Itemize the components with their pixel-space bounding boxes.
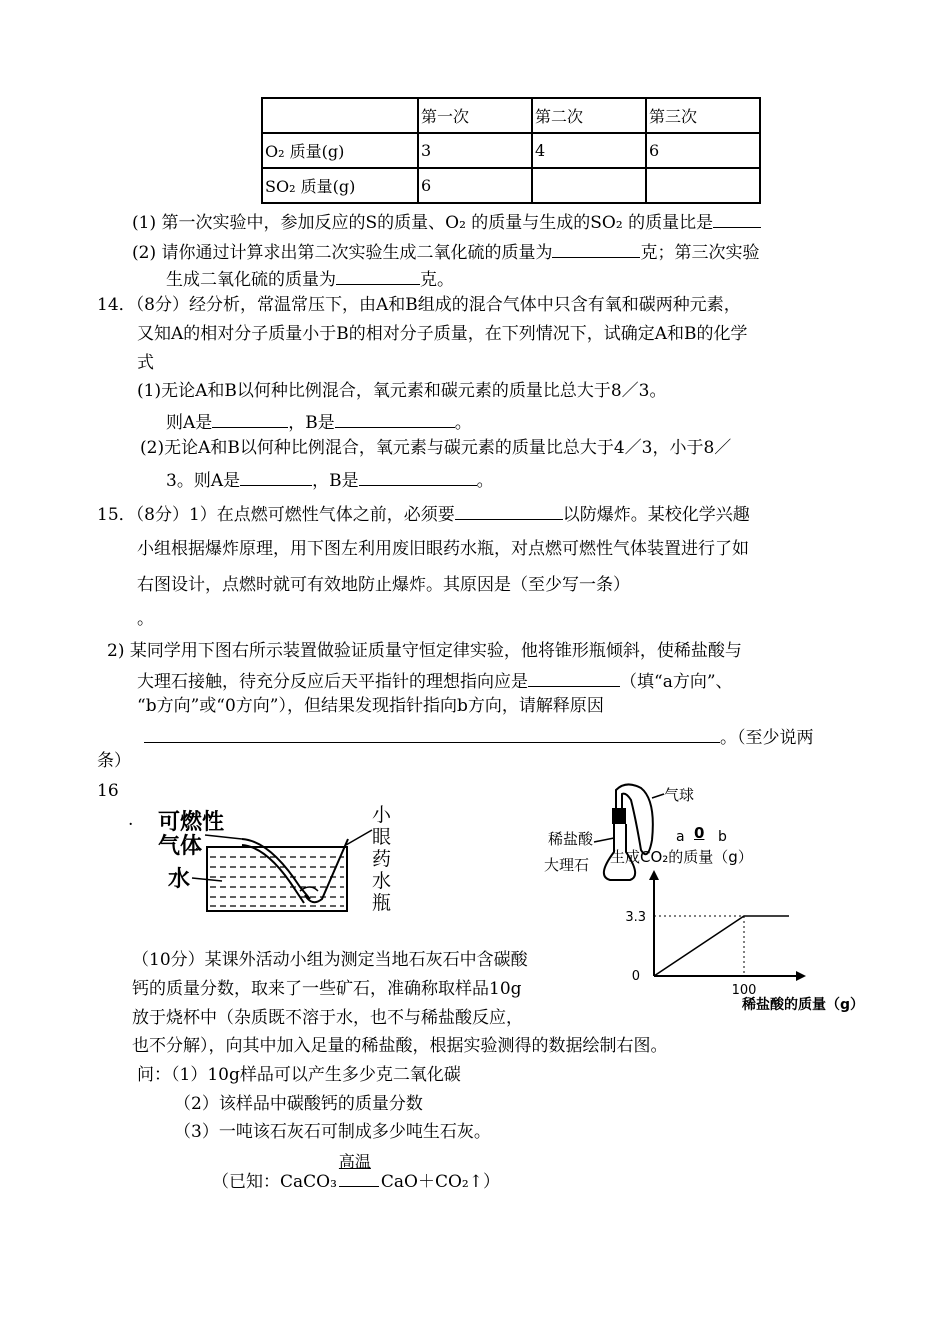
q16-question: 问：（1）10g样品可以产生多少克二氧化碳 [137,1065,461,1085]
table-header-row [262,98,760,133]
table-cell: 6 [418,168,532,203]
chart-ylabel: 生成CO₂的质量（g） [610,848,753,866]
answer-blank[interactable] [528,670,620,687]
y-axis-arrow [649,870,659,880]
q14-line: 14．（8分）经分析，常温常压下，由A和B组成的混合气体中只含有氧和碳两种元素， [97,295,741,315]
table-cell: 4 [532,133,646,168]
equation-products: CaO＋CO₂↑） [380,1172,500,1192]
reaction-condition: 高温 [338,1152,371,1171]
q14-text: 3。则A是 [166,471,241,491]
water-label: 水 [168,867,191,892]
equation-reactant: （已知：CaCO₃ [212,1172,337,1192]
answer-blank[interactable] [455,503,563,520]
bottle-label-char: 水 [372,870,392,892]
co2-series-line [654,916,789,976]
q15-text: 大理石接触，待充分反应后天平指针的理想指向应是 [137,672,528,692]
q13-part2 [132,241,759,262]
q15-line [97,503,750,524]
q14-line: (2)无论A和B以何种比例混合，氧元素与碳元素的质量比总大于4／3，小于8／ [140,438,732,458]
bottle-label-char: 瓶 [372,892,392,914]
q16-question: （2）该样品中碳酸钙的质量分数 [174,1094,423,1114]
x-tick-label: 100 [731,983,757,998]
balloon-label: 气球 [664,786,695,804]
q15-text: 以防爆炸。某校化学兴趣 [562,505,750,525]
q14-text: 则A是 [166,413,213,433]
chart-xlabel: 稀盐酸的质量（g） [742,997,865,1013]
answer-blank[interactable] [336,268,420,285]
acid-label: 稀盐酸 [548,830,594,848]
q14-answer-line [166,469,494,490]
q16-text-line: 钙的质量分数，取来了一些矿石，准确称取样品10g [132,979,522,999]
q13-part2-text-d: 克。 [420,270,454,290]
marble-label: 大理石 [544,856,590,874]
table-cell: SO₂ 质量(g) [262,168,418,203]
q16-text-line: 放于烧杯中（杂质既不溶于水，也不与稀盐酸反应， [132,1008,523,1028]
q14-answer-line [166,411,472,432]
q13-part1 [132,211,761,232]
q14-line: (1)无论A和B以何种比例混合，氧元素和碳元素的质量比总大于8／3。 [137,381,667,401]
table-cell: 3 [418,133,532,168]
q14-line: 又知A的相对分子质量小于B的相对分子质量，在下列情况下，试确定A和B的化学 [137,324,748,344]
answer-blank[interactable] [359,469,477,486]
q15-line: 右图设计，点燃时就可有效地防止爆炸。其原因是（至少写一条） [137,575,630,595]
scale-b-label: b [718,829,727,845]
scale-zero-label: 0 [694,824,705,842]
table-header-cell [262,98,418,133]
q16-dot: . [128,810,134,830]
q15-line: 条） [97,751,131,771]
answer-blank[interactable] [144,726,720,743]
q13-part2-text: (2) 请你通过计算求出第二次实验生成二氧化硫的质量为 [132,243,553,263]
q15-line: 小组根据爆炸原理，用下图左利用废旧眼药水瓶，对点燃可燃性气体装置进行了如 [137,539,749,559]
gas-label-line2: 气体 [158,834,203,859]
table-header-cell: 第二次 [532,98,646,133]
q16-number: 16 [97,781,119,801]
q15-line [144,726,814,747]
table-header-cell: 第三次 [646,98,760,133]
q15-line: “b方向”或“0方向”），但结果发现指针指向b方向，请解释原因 [137,696,604,716]
table-cell: O₂ 质量(g) [262,133,418,168]
q14-text: 。 [476,471,494,491]
x-axis-arrow [796,971,806,981]
oxygen-so2-table [261,97,761,204]
answer-blank[interactable] [713,211,761,228]
bottle-label-char: 眼 [372,826,392,848]
q14-text: 。 [454,413,472,433]
q15-text: 15．（8分）1）在点燃可燃性气体之前，必须要 [97,505,455,525]
q15-line: 2) 某同学用下图右所示装置做验证质量守恒定律实验，他将锥形瓶倾斜，使稀盐酸与 [107,641,742,661]
gas-label-line1: 可燃性 [158,810,225,835]
q14-text: ，B是 [288,413,335,433]
table-cell [532,168,646,203]
answer-blank[interactable] [212,411,288,428]
q14-line: 式 [137,353,154,373]
q13-part2-text-c: 生成二氧化硫的质量为 [166,270,336,290]
q13-part1-text: (1) 第一次实验中，参加反应的S的质量、O₂ 的质量与生成的SO₂ 的质量比是 [132,213,714,233]
table-row [262,168,760,203]
y-tick-label: 3.3 [625,910,646,925]
answer-blank[interactable] [552,241,640,258]
co2-mass-chart [620,866,810,998]
scale-a-label: a [676,829,685,845]
table-cell [646,168,760,203]
origin-label: 0 [631,969,640,984]
q13-part2-cont [166,268,454,289]
q16-text-line: （10分）某课外活动小组为测定当地石灰石中含碳酸 [132,950,528,970]
q16-text-line: 也不分解），向其中加入足量的稀盐酸，根据实验测得的数据绘制右图。 [132,1036,668,1056]
table-cell: 6 [646,133,760,168]
q15-line: 。 [137,609,154,629]
bottle-label [372,804,394,914]
bottle-label-char: 药 [372,848,392,870]
table-header-cell: 第一次 [418,98,532,133]
q15-text: 。（至少说两 [720,728,814,748]
q16-question: （3）一吨该石灰石可制成多少吨生石灰。 [174,1122,491,1142]
answer-blank[interactable] [240,469,312,486]
answer-blank[interactable] [335,411,455,428]
known-equation [212,1152,500,1192]
table-row [262,133,760,168]
q13-part2-text-b: 克；第三次实验 [640,243,760,263]
reaction-arrow [338,1152,379,1187]
q15-line [137,670,733,691]
q15-text: （填“a方向”、 [620,672,733,692]
q14-text: ，B是 [312,471,359,491]
bottle-label-char: 小 [372,804,392,826]
